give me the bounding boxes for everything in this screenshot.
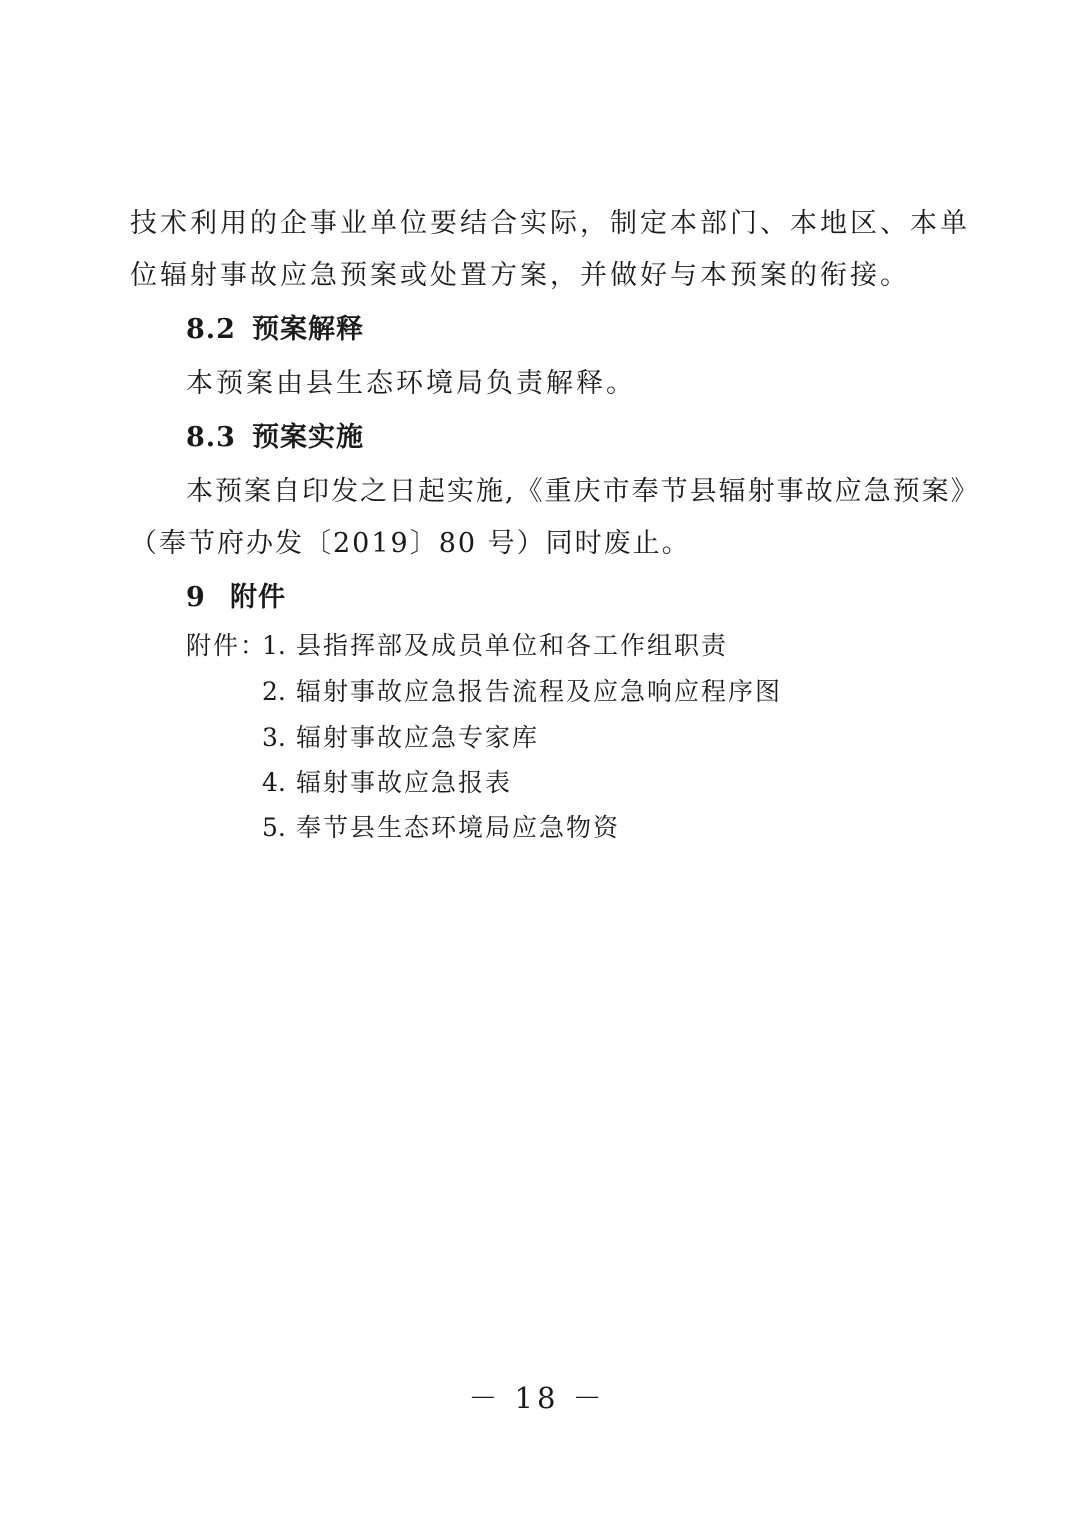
- section-title: 预案解释: [252, 314, 364, 345]
- attachment-item: [262, 628, 728, 664]
- section-heading-9: [186, 580, 286, 616]
- attachment-number: 1.: [262, 631, 286, 660]
- paragraph-line: 本预案自印发之日起实施,《重庆市奉节县辐射事故应急预案》: [186, 476, 980, 507]
- paragraph-line: 本预案由县生态环境局负责解释。: [186, 368, 636, 399]
- section-heading-8-3: [186, 420, 364, 456]
- paragraph-line: 位辐射事故应急预案或处置方案，并做好与本预案的衔接。: [130, 260, 910, 291]
- attachment-number: 3.: [262, 723, 286, 752]
- section-number: 9: [186, 582, 206, 613]
- section-number: 8.3: [186, 422, 236, 453]
- section-number: 8.2: [186, 314, 236, 345]
- paragraph-line: （奉节府办发〔2019〕80 号）同时废止。: [130, 528, 691, 559]
- attachment-title: 辐射事故应急报表: [296, 768, 513, 797]
- attachments-label: 附件：: [186, 631, 268, 660]
- paragraph-line: 技术利用的企事业单位要结合实际，制定本部门、本地区、本单: [130, 208, 970, 239]
- page-number: － 18 －: [468, 1381, 606, 1415]
- attachment-number: 5.: [262, 813, 286, 842]
- attachment-number: 4.: [262, 768, 286, 797]
- attachment-number: 2.: [262, 677, 286, 706]
- attachment-title: 县指挥部及成员单位和各工作组职责: [296, 631, 729, 660]
- section-heading-8-2: [186, 312, 364, 348]
- attachment-title: 奉节县生态环境局应急物资: [296, 813, 621, 842]
- attachment-item: [262, 674, 782, 710]
- section-title: 预案实施: [252, 422, 364, 453]
- attachment-title: 辐射事故应急报告流程及应急响应程序图: [296, 677, 783, 706]
- attachment-item: [262, 720, 539, 756]
- attachment-title: 辐射事故应急专家库: [296, 723, 540, 752]
- attachment-item: [262, 765, 512, 801]
- section-title: 附件: [230, 582, 286, 613]
- attachment-item: [262, 810, 620, 846]
